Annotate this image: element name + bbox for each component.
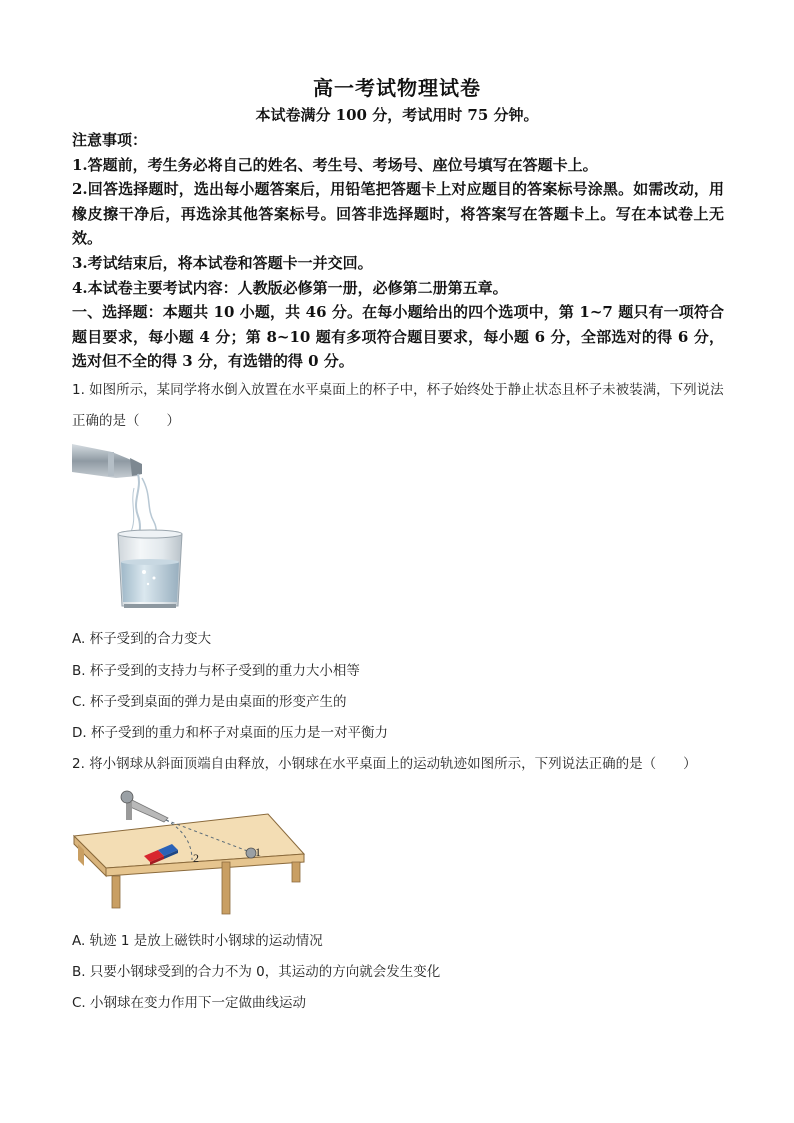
water-pouring-figure bbox=[72, 438, 200, 614]
page-subtitle: 本试卷满分 100 分，考试用时 75 分钟。 bbox=[255, 106, 539, 124]
track-label-2: 2 bbox=[193, 851, 199, 865]
notice-item-3: 3.考试结束后，将本试卷和答题卡一并交回。 bbox=[72, 254, 373, 272]
glass-cup-icon bbox=[118, 530, 182, 608]
ramp-icon bbox=[121, 791, 168, 822]
notice-heading: 注意事项： bbox=[72, 131, 148, 149]
page-title: 高一考试物理试卷 bbox=[313, 76, 481, 100]
question-1-option-a: A. 杯子受到的合力变大 bbox=[72, 631, 212, 647]
question-2-option-a: A. 轨迹 1 是放上磁铁时小钢球的运动情况 bbox=[72, 933, 323, 949]
notice-item-4: 4.本试卷主要考试内容：人教版必修第一册，必修第二册第五章。 bbox=[72, 279, 508, 297]
notice-item-2: 2.回答选择题时，选出每小题答案后，用铅笔把答题卡上对应题目的答案标号涂黑。如需改动，用橡皮擦干净后，再选涂其他答案标号。回答非选择题时，将答案写在答题卡上。写在本试卷上无效。 bbox=[72, 180, 724, 247]
question-2-stem: 2. 将小钢球从斜面顶端自由释放，小钢球在水平桌面上的运动轨迹如图所示，下列说法正确的是（ ） bbox=[72, 756, 697, 772]
question-2-option-b: B. 只要小钢球受到的合力不为 0，其运动的方向就会发生变化 bbox=[72, 964, 441, 980]
question-1-option-b: B. 杯子受到的支持力与杯子受到的重力大小相等 bbox=[72, 663, 360, 679]
question-1-option-d: D. 杯子受到的重力和杯子对桌面的压力是一对平衡力 bbox=[72, 725, 388, 741]
section-intro: 一、选择题：本题共 10 小题，共 46 分。在每小题给出的四个选项中，第 1~7 题只有一项符合题目要求，每小题 4 分；第 8~10 题有多项符合题目要求，每小题 6 分，全部选对的得 6 分，选对但不全的得 3 分，有选错的得 0 分。 bbox=[72, 303, 724, 370]
question-1-stem: 1. 如图所示，某同学将水倒入放置在水平桌面上的杯子中，杯子始终处于静止状态且杯子未被装满，下列说法正确的是（ ） bbox=[72, 382, 724, 429]
notice-item-1: 1.答题前，考生务必将自己的姓名、考生号、考场号、座位号填写在答题卡上。 bbox=[72, 156, 598, 174]
steel-ball-track-figure bbox=[72, 786, 306, 916]
question-2-option-c: C. 小钢球在变力作用下一定做曲线运动 bbox=[72, 995, 307, 1011]
track-label-1: 1 bbox=[255, 845, 261, 859]
bottle-icon bbox=[72, 444, 142, 478]
question-1-option-c: C. 杯子受到桌面的弹力是由桌面的形变产生的 bbox=[72, 694, 347, 710]
